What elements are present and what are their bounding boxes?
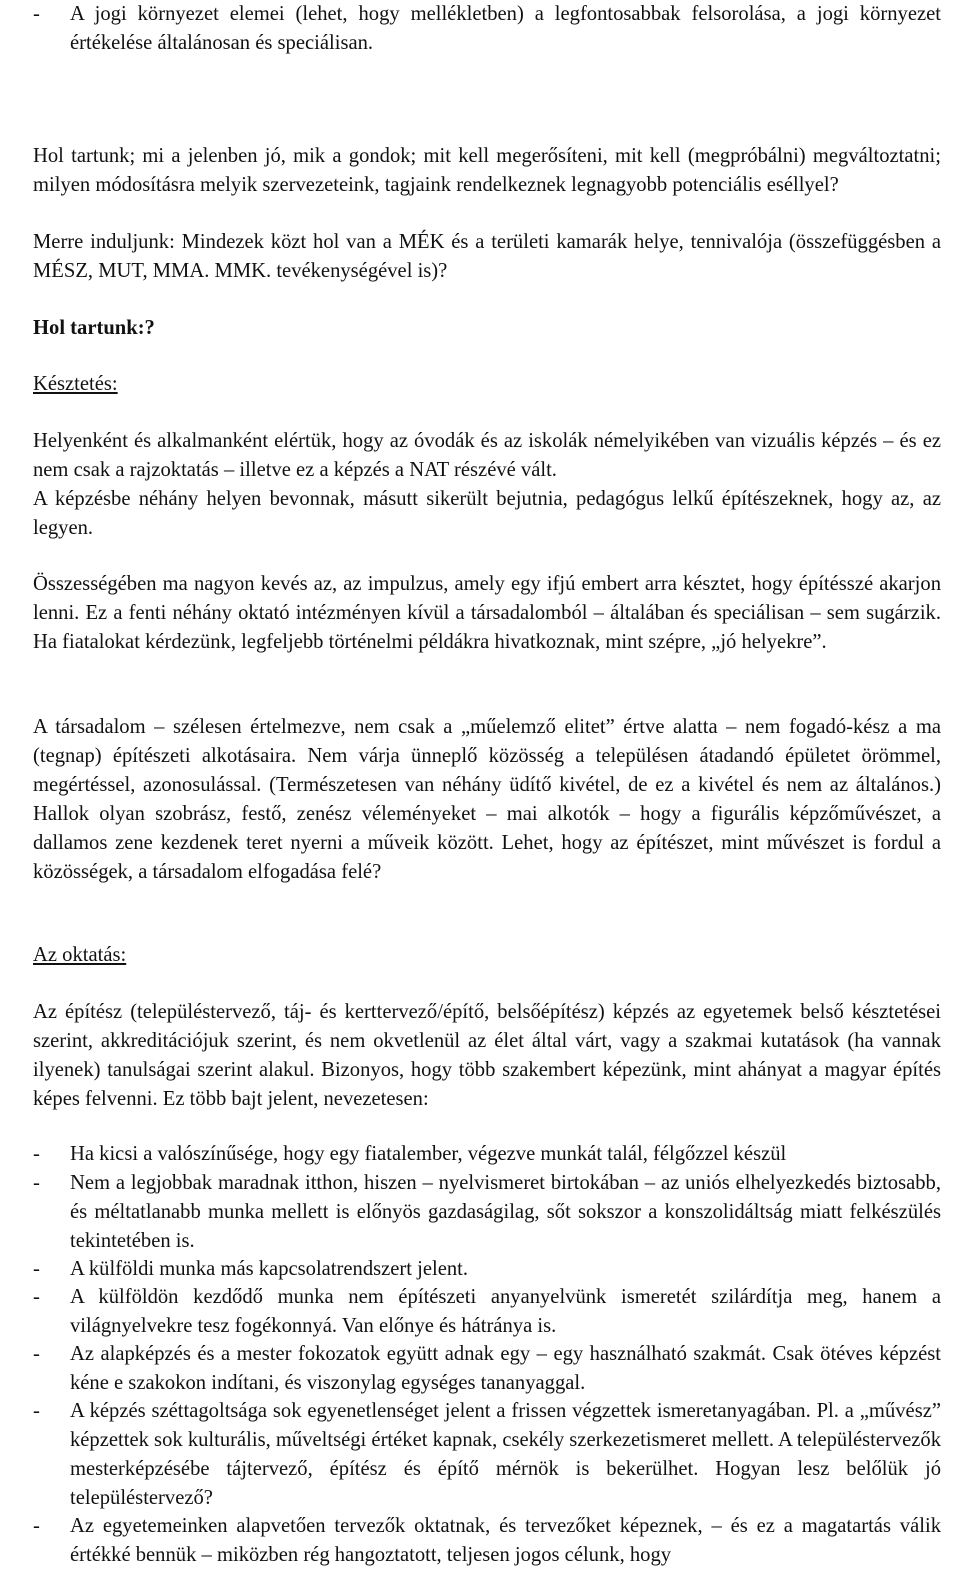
paragraph-oktatas: Az építész (településtervező, táj- és kerttervező/építő, belsőépítész) képzés az egyetemek belső késztetései szerint, akkreditációjuk szerint, és nem okvetlenül az élet által várt, vagy a szakmai kutatások (ha vannak ilyenek) tanulságai szerint alakul. Bizonyos, hogy több szakembert képezünk, mint ahányat a magyar építés képes felvenni. Ez több bajt jelent, nevezetesen: — [33, 1001, 941, 1110]
list-item-text: A jogi környezet elemei (lehet, hogy mellékletben) a legfontosabbak felsorolása, a jogi környezet értékelése általánosan és speciálisan. — [70, 3, 941, 54]
list-item — [33, 1255, 941, 1284]
list-dash: - — [33, 1258, 40, 1280]
list-dash: - — [33, 1343, 40, 1365]
list-item — [33, 1512, 941, 1570]
heading-hol-tartunk: Hol tartunk:? — [33, 317, 155, 339]
list-item — [33, 1340, 941, 1398]
list-item-text: A külföldön kezdődő munka nem építészeti anyanyelvünk ismeretét szilárdítja meg, hanem a világnyelvekre tesz fogékonnyá. Van előnye és hátránya is. — [70, 1286, 941, 1337]
heading-kesztetes: Késztetés: — [33, 373, 118, 395]
list-item — [33, 1283, 941, 1341]
heading-oktatas: Az oktatás: — [33, 944, 127, 966]
list-item-text: A külföldi munka más kapcsolatrendszert jelent. — [70, 1258, 469, 1280]
paragraph-hol-tartunk: Hol tartunk; mi a jelenben jó, mik a gondok; mit kell megerősíteni, mit kell (megpróbálni) megváltoztatni; milyen módosításra melyik szervezeteink, tagjaink rendelkeznek legnagyobb potenciális eséllyel? — [33, 145, 941, 196]
list-item-text: A képzés széttagoltsága sok egyenetlenséget jelent a frissen végzettek ismeretanyagában. Pl. a „művész” képzettek sok kulturális, műveltségi értéket kapnak, csekély szerkezetismeret mellett. A településtervezők mesterképzésébe tájtervező, építész és építő mérnök is bekerülhet. Hogyan lesz belőlük jó településtervező? — [70, 1400, 941, 1509]
paragraph-merre-induljunk: Merre induljunk: Mindezek közt hol van a MÉK és a területi kamarák helye, tennivalója (összefüggésben a MÉSZ, MUT, MMA. MMK. tevékenységével is)? — [33, 231, 941, 282]
list-dash: - — [33, 1515, 40, 1537]
list-item-text: Az alapképzés és a mester fokozatok együtt adnak egy – egy használható szakmát. Csak ötéves képzést kéne e szakokon indítani, és viszonylag egységes tananyaggal. — [70, 1343, 941, 1394]
list-dash: - — [33, 1143, 40, 1165]
paragraph-osszessegeben: Összességében ma nagyon kevés az, az impulzus, amely egy ifjú embert arra késztet, hogy építésszé akarjon lenni. Ez a fenti néhány oktató intézményen kívül a társadalomból – általában és speciálisan – sem sugárzik. Ha fiatalokat kérdezünk, legfeljebb történelmi példákra hivatkoznak, mint szépre, „jó helyekre”. — [33, 573, 941, 653]
list-item-text: Nem a legjobbak maradnak itthon, hiszen – nyelvismeret birtokában – az uniós elhelyezkedés biztosabb, és méltatlanabb munka mellett is előnyös gazdaságilag, sőt sokszor a konszolidáltság miatt felkészülés tekintetében is. — [70, 1172, 941, 1252]
paragraph-kesztetes-2: A képzésbe néhány helyen bevonnak, másutt sikerült bejutnia, pedagógus lelkű építészeknek, hogy az, az legyen. — [33, 488, 941, 539]
list-dash: - — [33, 1172, 40, 1194]
list-dash: - — [33, 1286, 40, 1308]
list-item-text: Ha kicsi a valószínűsége, hogy egy fiatalember, végezve munkát talál, félgőzzel készül — [70, 1143, 787, 1165]
paragraph-tarsadalom: A társadalom – szélesen értelmezve, nem csak a „műelemző elitet” értve alatta – nem fogadó-kész a ma (tegnap) építészeti alkotásaira. Nem várja ünneplő közösség a településen átadandó épületet örömmel, megértéssel, azonosulással. (Természetesen van néhány üdítő kivétel, de ez a kivétel és nem az általános.) Hallok olyan szobrász, festő, zenész véleményeket – mai alkotók – hogy a figurális képzőművészet, a dallamos zene kezdenek teret nyerni a műveik között. Lehet, hogy az építészet, mint művészet is fordul a közösségek, a társadalom elfogadása felé? — [33, 716, 941, 883]
list-dash: - — [33, 3, 40, 25]
paragraph-kesztetes-1: Helyenként és alkalmanként elértük, hogy az óvodák és az iskolák némelyikében van vizuális képzés – és ez nem csak a rajzoktatás – illetve ez a képzés a NAT részévé vált. — [33, 430, 941, 481]
list-item-text: Az egyetemeinken alapvetően tervezők oktatnak, és tervezőket képeznek, – és ez a magatartás válik értékké bennük – miközben rég hangoztatott, teljesen jogos célunk, hogy — [70, 1515, 941, 1566]
list-item — [33, 1140, 941, 1169]
list-item — [33, 1169, 941, 1256]
list-item — [33, 0, 941, 58]
list-dash: - — [33, 1400, 40, 1422]
list-item — [33, 1397, 941, 1513]
